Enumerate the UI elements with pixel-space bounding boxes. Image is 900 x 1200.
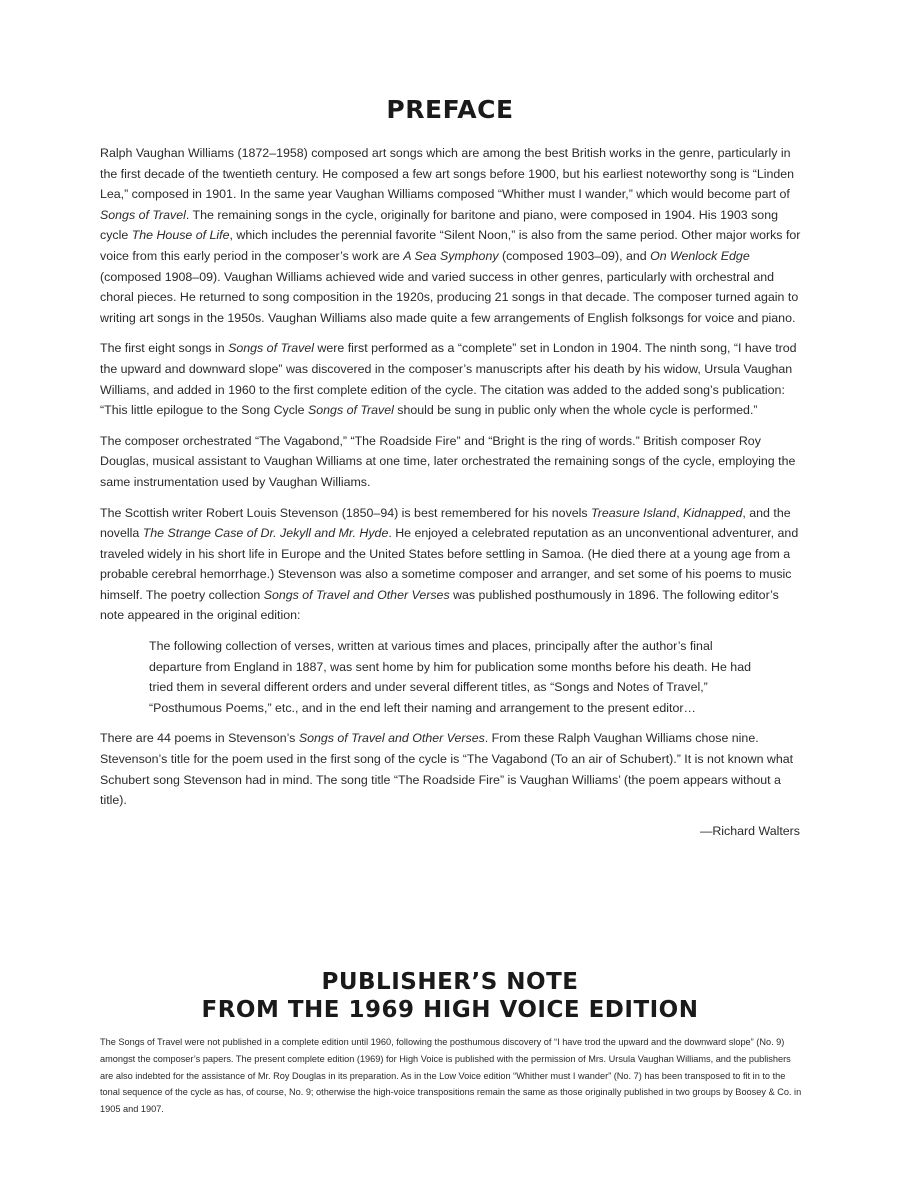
preface-body: [100, 143, 802, 851]
publisher-note-paragraph: The Songs of Travel were not published in a complete edition until 1960, following the posthumous discovery of “I have trod the upward and the downward slope” (No. 9) amongst the composer’s papers. The present complete edition (1969) for High Voice is published with the permission of Mrs. Ursula Vaughan Williams, and the publishers are also indebted for the assistance of Mr. Roy Douglas in its preparation. As in the Low Voice edition “Whither must I wander” (No. 7) has been transposed to fit in to the tonal sequence of the cycle as has, of course, No. 9; otherwise the high-voice transpositions remain the same as those originally published in two groups by Boosey & Co. in 1905 and 1907.: [100, 1037, 802, 1115]
signature: —Richard Walters: [699, 823, 800, 838]
editor-note-quote: The following collection of verses, written at various times and places, principally after the author’s final departure from England in 1887, was sent home by him for publication some months before his death. He had tried them in several different orders and under several different titles, as “Songs and Notes of Travel,” “Posthumous Poems,” etc., and in the end left their naming and arrangement to the present editor…: [149, 639, 751, 715]
preface-paragraph-1: Ralph Vaughan Williams (1872–1958) composed art songs which are among the best British works in the genre, particularly in the first decade of the twentieth century. He composed a few art songs before 1900, but his earliest noteworthy song is “Linden Lea,” composed in 1901. In the same year Vaughan Williams composed “Whither must I wander,” which would become part of Songs of Travel. The remaining songs in the cycle, originally for baritone and piano, were composed in 1904. His 1903 song cycle The House of Life, which includes the perennial favorite “Silent Noon,” is also from the same period. Other major works for voice from this early period in the composer’s work are A Sea Symphony (composed 1903–09), and On Wenlock Edge (composed 1908–09). Vaughan Williams achieved wide and varied success in other genres, particularly with orchestral and choral pieces. He returned to song composition in the 1920s, producing 21 songs in that decade. The composer turned again to writing art songs in the 1950s. Vaughan Williams also made quite a few arrangements of English folksongs for voice and piano.: [100, 146, 801, 325]
preface-paragraph-2: The first eight songs in Songs of Travel were first performed as a “complete” set in London in 1904. The ninth song, “I have trod the upward and downward slope” was discovered in the composer’s manuscripts after his death by his widow, Ursula Vaughan Williams, and added in 1960 to the first complete edition of the cycle. The citation was added to the added song’s publication: “This little epilogue to the Song Cycle Songs of Travel should be sung in public only when the whole cycle is performed.”: [100, 341, 797, 418]
preface-title: PREFACE: [386, 95, 514, 124]
preface-paragraph-3: The composer orchestrated “The Vagabond,” “The Roadside Fire” and “Bright is the ring of words.” British composer Roy Douglas, musical assistant to Vaughan Williams at one time, later orchestrated the remaining songs of the cycle, employing the same instrumentation used by Vaughan Williams.: [100, 433, 796, 489]
publisher-note-title: [0, 968, 900, 1024]
publisher-note-title-line-1: PUBLISHER’S NOTE: [321, 969, 579, 995]
preface-paragraph-4: The Scottish writer Robert Louis Stevenson (1850–94) is best remembered for his novels Treasure Island, Kidnapped, and the novella The Strange Case of Dr. Jekyll and Mr. Hyde. He enjoyed a celebrated reputation as an unconventional adventurer, and traveled widely in his short life in Europe and the United States before settling in Samoa. (He died there at a young age from a probable cerebral hemorrhage.) Stevenson was also a sometime composer and arranger, and set some of his poems to music himself. The poetry collection Songs of Travel and Other Verses was published posthumously in 1896. The following editor’s note appeared in the original edition:: [100, 505, 799, 623]
publisher-note-body: [100, 1034, 802, 1118]
preface-paragraph-5: There are 44 poems in Stevenson’s Songs of Travel and Other Verses. From these Ralph Vaughan Williams chose nine. Stevenson’s title for the poem used in the first song of the cycle is “The Vagabond (To an air of Schubert).” It is not known what Schubert song Stevenson had in mind. The song title “The Roadside Fire” is Vaughan Williams’ (the poem appears without a title).: [100, 731, 794, 808]
publisher-note-title-line-2: FROM THE 1969 HIGH VOICE EDITION: [201, 997, 699, 1023]
